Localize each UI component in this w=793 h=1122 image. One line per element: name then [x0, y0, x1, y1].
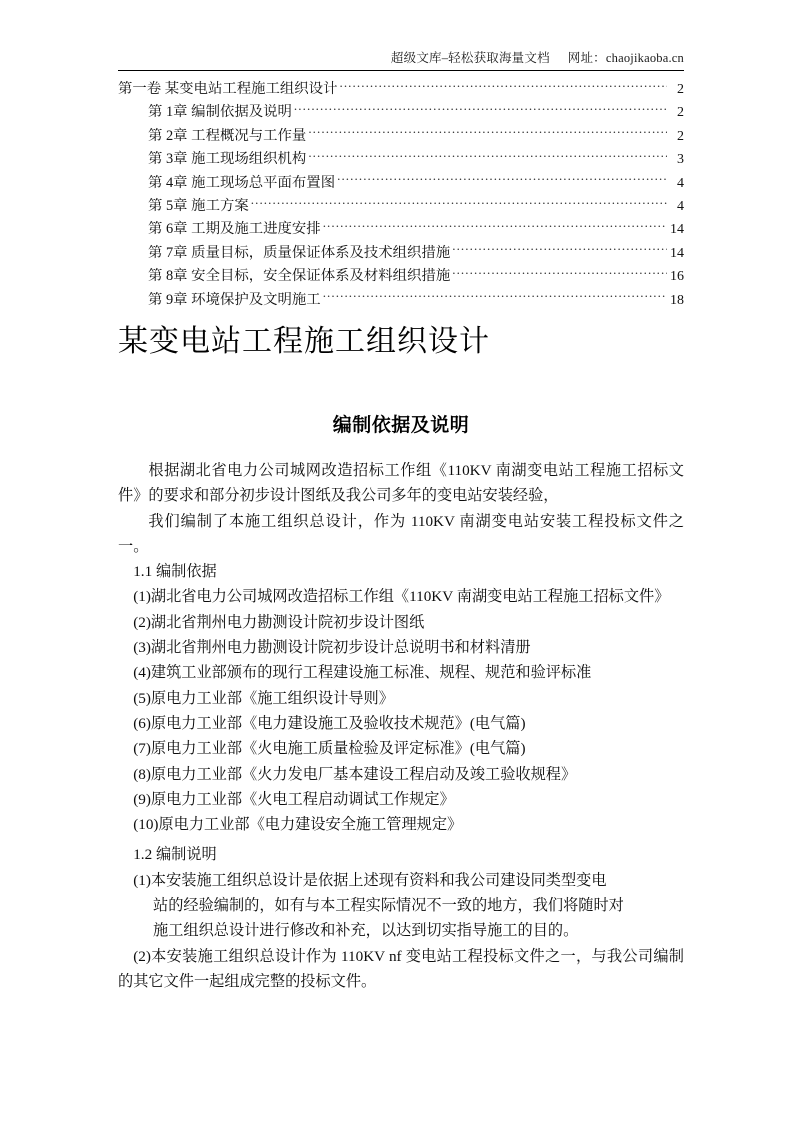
heading-1-1: 1.1 编制依据 — [133, 563, 217, 581]
heading-1-2: 1.2 编制说明 — [133, 846, 217, 864]
toc-page-number: 14 — [670, 245, 684, 261]
toc-entry-label: 第一卷 某变电站工程施工组织设计 — [118, 81, 338, 97]
toc-page-number: 2 — [677, 128, 684, 144]
toc-entry[interactable] — [118, 78, 684, 101]
toc-entry[interactable] — [118, 242, 684, 265]
toc-leader-dots — [251, 196, 667, 210]
toc-leader-dots — [323, 290, 667, 304]
toc-entry-label: 第 3章 施工现场组织机构 — [148, 151, 307, 168]
header-site-name: 超级文库–轻松获取海量文档 — [390, 51, 550, 65]
toc-page-number: 14 — [670, 222, 684, 238]
basis-item: (8)原电力工业部《火力发电厂基本建设工程启动及竣工验收规程》 — [133, 765, 577, 783]
table-of-contents — [118, 78, 684, 312]
toc-entry[interactable] — [118, 265, 684, 288]
toc-page-number: 18 — [670, 292, 684, 308]
toc-entry-label: 第 9章 环境保护及文明施工 — [148, 291, 321, 308]
toc-page-number: 2 — [677, 105, 684, 121]
toc-leader-dots — [294, 102, 667, 116]
document-body — [118, 458, 684, 994]
note-item-2: (2)本安装施工组织总设计作为 110KV nf 变电站工程投标文件之一，与我公司编制的其它文件一起组成完整的投标文件。 — [118, 947, 684, 990]
basis-item: (9)原电力工业部《火电工程启动调试工作规定》 — [133, 790, 455, 808]
basis-item: (4)建筑工业部颁布的现行工程建设施工标准、规程、规范和验评标准 — [133, 664, 592, 682]
toc-entry-label: 第 2章 工程概况与工作量 — [148, 127, 307, 144]
basis-item: (2)湖北省荆州电力勘测设计院初步设计图纸 — [133, 613, 425, 631]
toc-entry[interactable] — [118, 289, 684, 312]
basis-item: (5)原电力工业部《施工组织设计导则》 — [133, 689, 394, 707]
basis-item: (3)湖北省荆州电力勘测设计院初步设计总说明书和材料清册 — [133, 639, 531, 657]
toc-leader-dots — [308, 126, 667, 140]
toc-entry[interactable] — [118, 148, 684, 171]
header-text-line — [118, 50, 684, 66]
basis-item: (1)湖北省电力公司城网改造招标工作组《110KV 南湖变电站工程施工招标文件》 — [133, 588, 670, 606]
toc-leader-dots — [337, 173, 667, 187]
page-header — [118, 50, 684, 71]
section-heading: 编制依据及说明 — [332, 413, 470, 436]
document-title: 某变电站工程施工组织设计 — [118, 325, 490, 359]
toc-page-number: 2 — [677, 82, 684, 97]
intro-paragraph-1: 根据湖北省电力公司城网改造招标工作组《110KV 南湖变电站工程施工招标文件》的要求和部分初步设计图纸及我公司多年的变电站安装经验， — [118, 462, 684, 505]
basis-item: (10)原电力工业部《电力建设安全施工管理规定》 — [133, 816, 463, 834]
toc-entry-label: 第 8章 安全目标，安全保证体系及材料组织措施 — [148, 268, 451, 285]
intro-paragraph-2: 我们编制了本施工组织总设计，作为 110KV 南湖变电站安装工程投标文件之一。 — [118, 512, 684, 555]
toc-leader-dots — [339, 79, 667, 93]
note-item-1-line-3: 施工组织总设计进行修改和补充，以达到切实指导施工的目的。 — [153, 922, 579, 940]
toc-entry[interactable] — [118, 172, 684, 195]
toc-entry[interactable] — [118, 195, 684, 218]
toc-entry-label: 第 6章 工期及施工进度安排 — [148, 221, 321, 238]
toc-entry-label: 第 4章 施工现场总平面布置图 — [148, 174, 336, 191]
toc-entry[interactable] — [118, 218, 684, 241]
toc-leader-dots — [452, 243, 667, 257]
note-item-1-line-1: (1)本安装施工组织总设计是依据上述现有资料和我公司建设同类型变电 — [133, 871, 607, 889]
header-url: 网址：chaojikaoba.cn — [567, 51, 684, 65]
toc-leader-dots — [452, 266, 667, 280]
toc-entry-label: 第 7章 质量目标，质量保证体系及技术组织措施 — [148, 244, 451, 261]
toc-entry[interactable] — [118, 125, 684, 148]
toc-page-number: 3 — [677, 152, 684, 168]
toc-entry-label: 第 1章 编制依据及说明 — [148, 104, 292, 121]
toc-entry[interactable] — [118, 101, 684, 124]
toc-page-number: 16 — [670, 269, 684, 285]
toc-page-number: 4 — [677, 199, 684, 215]
toc-leader-dots — [323, 219, 667, 233]
note-item-1-line-2: 站的经验编制的，如有与本工程实际情况不一致的地方，我们将随时对 — [153, 897, 624, 915]
toc-page-number: 4 — [677, 175, 684, 191]
header-divider — [118, 70, 684, 71]
toc-leader-dots — [308, 149, 667, 163]
toc-entry-label: 第 5章 施工方案 — [148, 198, 249, 215]
basis-item: (7)原电力工业部《火电施工质量检验及评定标准》(电气篇) — [133, 740, 526, 758]
basis-item: (6)原电力工业部《电力建设施工及验收技术规范》(电气篇) — [133, 714, 526, 732]
